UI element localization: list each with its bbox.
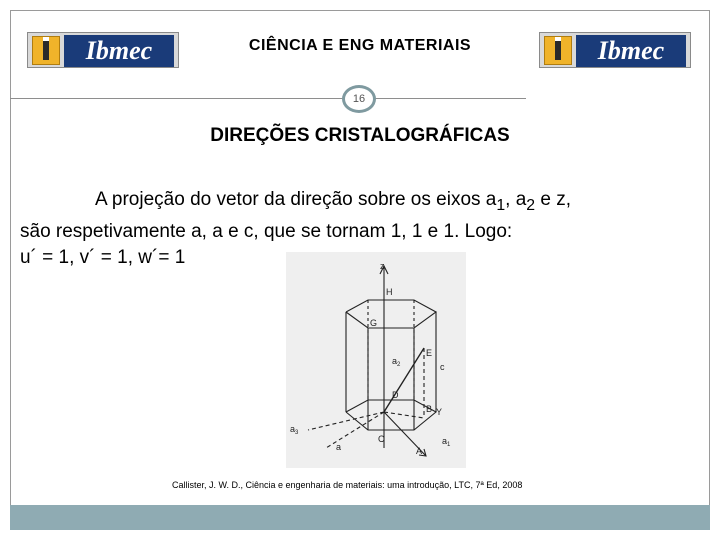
label-c-point: C xyxy=(378,434,385,444)
ibmec-logo-left xyxy=(27,32,179,68)
body-line-1: A projeção do vetor da direção sobre os eixos $a_1$, $a_2$ e z, xyxy=(95,189,572,214)
footer-bar xyxy=(10,505,710,530)
label-c: c xyxy=(440,362,445,372)
ibmec-i-icon xyxy=(32,36,60,65)
header-title: CIÊNCIA E ENG MATERIAIS xyxy=(248,37,472,54)
label-a2: $a_2$ xyxy=(392,356,401,368)
ibmec-i-icon xyxy=(544,36,572,65)
label-h: H xyxy=(386,287,393,297)
label-a1: $a_1$ xyxy=(442,436,451,448)
logo-word: Ibmec xyxy=(576,35,686,67)
page-number-badge: 16 xyxy=(342,85,376,113)
body-line-3: u´ = 1, v´ = 1, w´= 1 xyxy=(20,246,186,268)
label-y: Y xyxy=(436,407,443,417)
label-a-point: A xyxy=(416,446,423,456)
label-d: D xyxy=(392,390,399,400)
figure-citation: Callister, J. W. D., Ciência e engenharia de materiais: uma introdução, LTC, 7ª Ed, 2008 xyxy=(172,480,523,490)
hexagonal-cell-diagram xyxy=(286,252,466,468)
slide-title: DIREÇÕES CRISTALOGRÁFICAS xyxy=(210,125,510,146)
label-b: B xyxy=(426,404,433,414)
label-z: z xyxy=(380,261,385,271)
label-g: G xyxy=(370,318,378,328)
logo-word: Ibmec xyxy=(64,35,174,67)
body-line-2: são respetivamente a, a e c, que se tornam 1, 1 e 1. Logo: xyxy=(20,220,513,242)
label-a3: $a_3$ xyxy=(290,424,299,436)
label-a: a xyxy=(336,442,342,452)
header-divider xyxy=(10,98,526,99)
label-e: E xyxy=(426,348,433,358)
ibmec-logo-right xyxy=(539,32,691,68)
